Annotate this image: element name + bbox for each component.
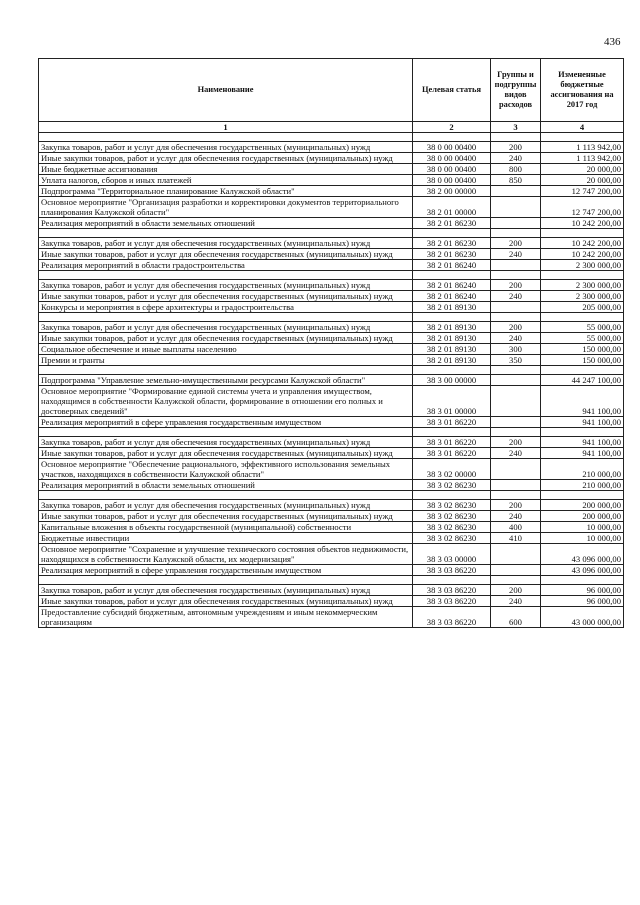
row-code-cell: 38 2 01 89130 [413,355,491,366]
spacer-cell [491,491,541,500]
spacer-cell [491,428,541,437]
row-amount-cell: 941 100,00 [541,437,624,448]
row-name-cell: Иные закупки товаров, работ и услуг для обеспечения государственных (муниципальных) нужд [39,291,413,302]
row-name-cell: Иные закупки товаров, работ и услуг для обеспечения государственных (муниципальных) нужд [39,448,413,459]
row-name-cell: Закупка товаров, работ и услуг для обеспечения государственных (муниципальных) нужд [39,280,413,291]
table-row [39,585,624,596]
spacer-cell [39,576,413,585]
row-amount-cell: 210 000,00 [541,480,624,491]
row-name-cell: Иные закупки товаров, работ и услуг для обеспечения государственных (муниципальных) нужд [39,153,413,164]
row-group-cell: 600 [491,607,541,628]
row-name-cell: Реализация мероприятий в сфере управления государственным имуществом [39,417,413,428]
row-group-cell: 300 [491,344,541,355]
row-group-cell [491,565,541,576]
table-row [39,280,624,291]
table-row [39,533,624,544]
row-group-cell [491,218,541,229]
row-name-cell: Закупка товаров, работ и услуг для обеспечения государственных (муниципальных) нужд [39,585,413,596]
row-code-cell: 38 0 00 00400 [413,142,491,153]
row-group-cell: 200 [491,322,541,333]
row-code-cell: 38 2 01 86240 [413,291,491,302]
row-name-cell: Иные закупки товаров, работ и услуг для обеспечения государственных (муниципальных) нужд [39,333,413,344]
table-row [39,596,624,607]
table-header-row [39,59,624,122]
spacer-cell [491,229,541,238]
table-row [39,322,624,333]
row-code-cell: 38 3 02 86230 [413,480,491,491]
row-group-cell [491,260,541,271]
table-row [39,480,624,491]
spacer-cell [39,428,413,437]
row-name-cell: Основное мероприятие "Сохранение и улучшение технического состояния объектов недвижимости, находящихся в собственности Калужской области, их модернизация" [39,544,413,565]
row-amount-cell: 10 000,00 [541,533,624,544]
table-row [39,544,624,565]
header-group: Группы и подгруппы видов расходов [491,59,541,122]
row-group-cell: 240 [491,596,541,607]
row-amount-cell: 10 000,00 [541,522,624,533]
row-name-cell: Уплата налогов, сборов и иных платежей [39,175,413,186]
row-group-cell: 200 [491,585,541,596]
spacer-row [39,491,624,500]
table-row [39,500,624,511]
row-group-cell: 240 [491,511,541,522]
row-amount-cell: 150 000,00 [541,355,624,366]
row-amount-cell: 12 747 200,00 [541,197,624,218]
row-code-cell: 38 3 03 86220 [413,607,491,628]
row-code-cell: 38 0 00 00400 [413,164,491,175]
row-amount-cell: 2 300 000,00 [541,260,624,271]
column-number: 4 [541,122,624,133]
row-code-cell: 38 0 00 00400 [413,175,491,186]
table-row [39,459,624,480]
row-group-cell: 200 [491,238,541,249]
table-row [39,511,624,522]
row-name-cell: Закупка товаров, работ и услуг для обеспечения государственных (муниципальных) нужд [39,142,413,153]
row-code-cell: 38 2 01 86240 [413,260,491,271]
row-amount-cell: 941 100,00 [541,448,624,459]
spacer-row [39,313,624,322]
table-row [39,291,624,302]
row-name-cell: Основное мероприятие "Обеспечение рационального, эффективного использования земельных участков, находящихся в собственности Калужской области" [39,459,413,480]
table-row [39,375,624,386]
row-group-cell: 800 [491,164,541,175]
row-group-cell: 200 [491,280,541,291]
row-amount-cell: 1 113 942,00 [541,153,624,164]
row-amount-cell: 55 000,00 [541,322,624,333]
row-name-cell: Премии и гранты [39,355,413,366]
spacer-cell [541,576,624,585]
row-group-cell: 410 [491,533,541,544]
spacer-row [39,271,624,280]
row-amount-cell: 44 247 100,00 [541,375,624,386]
spacer-cell [413,229,491,238]
row-name-cell: Закупка товаров, работ и услуг для обеспечения государственных (муниципальных) нужд [39,437,413,448]
row-group-cell [491,386,541,417]
spacer-cell [541,366,624,375]
row-code-cell: 38 2 01 89130 [413,333,491,344]
spacer-cell [491,576,541,585]
row-code-cell: 38 3 02 00000 [413,459,491,480]
row-code-cell: 38 3 02 86230 [413,511,491,522]
row-code-cell: 38 3 03 86220 [413,565,491,576]
row-amount-cell: 10 242 200,00 [541,238,624,249]
table-row [39,333,624,344]
row-amount-cell: 1 113 942,00 [541,142,624,153]
row-code-cell: 38 3 02 86230 [413,533,491,544]
row-name-cell: Иные закупки товаров, работ и услуг для обеспечения государственных (муниципальных) нужд [39,596,413,607]
row-group-cell: 350 [491,355,541,366]
spacer-cell [541,133,624,142]
table-row [39,164,624,175]
row-group-cell [491,302,541,313]
row-code-cell: 38 3 00 00000 [413,375,491,386]
column-number: 1 [39,122,413,133]
row-amount-cell: 200 000,00 [541,511,624,522]
row-group-cell: 240 [491,333,541,344]
row-group-cell [491,480,541,491]
row-code-cell: 38 0 00 00400 [413,153,491,164]
header-amount: Измененные бюджетные ассигнования на 2017 год [541,59,624,122]
spacer-cell [39,313,413,322]
table-row [39,238,624,249]
row-group-cell [491,459,541,480]
table-row [39,153,624,164]
table-row [39,197,624,218]
row-name-cell: Основное мероприятие "Организация разработки и корректировки документов территориального планирования Калужской области" [39,197,413,218]
spacer-cell [39,271,413,280]
row-group-cell: 200 [491,437,541,448]
spacer-row [39,428,624,437]
row-amount-cell: 20 000,00 [541,175,624,186]
spacer-row [39,366,624,375]
row-name-cell: Социальное обеспечение и иные выплаты населению [39,344,413,355]
row-group-cell: 200 [491,500,541,511]
spacer-cell [39,366,413,375]
row-code-cell: 38 2 00 00000 [413,186,491,197]
row-code-cell: 38 2 01 86230 [413,238,491,249]
row-group-cell [491,197,541,218]
spacer-cell [413,366,491,375]
spacer-cell [39,491,413,500]
row-code-cell: 38 3 01 86220 [413,448,491,459]
row-amount-cell: 43 096 000,00 [541,565,624,576]
column-number: 2 [413,122,491,133]
row-name-cell: Закупка товаров, работ и услуг для обеспечения государственных (муниципальных) нужд [39,238,413,249]
row-name-cell: Основное мероприятие "Формирование единой системы учета и управления имуществом, находящимся в собственности Калужской области, формирование в отношении его полных и достоверных сведений" [39,386,413,417]
row-name-cell: Иные закупки товаров, работ и услуг для обеспечения государственных (муниципальных) нужд [39,249,413,260]
row-name-cell: Подпрограмма "Территориальное планирование Калужской области" [39,186,413,197]
row-name-cell: Закупка товаров, работ и услуг для обеспечения государственных (муниципальных) нужд [39,500,413,511]
table-row [39,607,624,628]
row-code-cell: 38 2 01 89130 [413,322,491,333]
table-row [39,344,624,355]
header-name: Наименование [39,59,413,122]
spacer-cell [413,133,491,142]
spacer-cell [413,576,491,585]
row-code-cell: 38 3 02 86230 [413,522,491,533]
table-row [39,386,624,417]
row-code-cell: 38 2 01 89130 [413,344,491,355]
row-name-cell: Закупка товаров, работ и услуг для обеспечения государственных (муниципальных) нужд [39,322,413,333]
row-amount-cell: 43 096 000,00 [541,544,624,565]
table-row [39,355,624,366]
row-code-cell: 38 3 01 86220 [413,417,491,428]
row-amount-cell: 12 747 200,00 [541,186,624,197]
table-row [39,417,624,428]
row-amount-cell: 210 000,00 [541,459,624,480]
row-code-cell: 38 3 03 00000 [413,544,491,565]
spacer-cell [541,491,624,500]
row-code-cell: 38 2 01 00000 [413,197,491,218]
row-code-cell: 38 3 02 86230 [413,500,491,511]
row-code-cell: 38 2 01 86230 [413,249,491,260]
row-amount-cell: 20 000,00 [541,164,624,175]
table-row [39,448,624,459]
table-row [39,260,624,271]
row-group-cell: 850 [491,175,541,186]
table-row [39,218,624,229]
row-code-cell: 38 3 03 86220 [413,596,491,607]
row-code-cell: 38 3 03 86220 [413,585,491,596]
table-row [39,522,624,533]
row-amount-cell: 941 100,00 [541,417,624,428]
row-group-cell: 240 [491,291,541,302]
row-name-cell: Конкурсы и мероприятия в сфере архитектуры и градостроительства [39,302,413,313]
spacer-row [39,229,624,238]
row-name-cell: Предоставление субсидий бюджетным, автономным учреждениям и иным некоммерческим организациям [39,607,413,628]
row-name-cell: Бюджетные инвестиции [39,533,413,544]
row-amount-cell: 150 000,00 [541,344,624,355]
row-name-cell: Капитальные вложения в объекты государственной (муниципальной) собственности [39,522,413,533]
row-group-cell [491,186,541,197]
row-name-cell: Иные закупки товаров, работ и услуг для обеспечения государственных (муниципальных) нужд [39,511,413,522]
row-code-cell: 38 3 01 86220 [413,437,491,448]
row-code-cell: 38 2 01 89130 [413,302,491,313]
row-amount-cell: 10 242 200,00 [541,218,624,229]
spacer-cell [541,271,624,280]
row-amount-cell: 96 000,00 [541,585,624,596]
row-code-cell: 38 3 01 00000 [413,386,491,417]
row-name-cell: Подпрограмма "Управление земельно-имущественными ресурсами Калужской области" [39,375,413,386]
row-name-cell: Иные бюджетные ассигнования [39,164,413,175]
row-amount-cell: 200 000,00 [541,500,624,511]
row-amount-cell: 10 242 200,00 [541,249,624,260]
spacer-row [39,133,624,142]
table-row [39,302,624,313]
spacer-cell [541,428,624,437]
header-code: Целевая статья [413,59,491,122]
row-group-cell: 200 [491,142,541,153]
spacer-cell [413,271,491,280]
spacer-row [39,576,624,585]
row-group-cell: 240 [491,448,541,459]
row-amount-cell: 941 100,00 [541,386,624,417]
row-amount-cell: 55 000,00 [541,333,624,344]
row-code-cell: 38 2 01 86240 [413,280,491,291]
spacer-cell [491,271,541,280]
row-group-cell: 400 [491,522,541,533]
row-amount-cell: 43 000 000,00 [541,607,624,628]
spacer-cell [39,133,413,142]
row-group-cell [491,544,541,565]
budget-table [38,58,624,628]
row-amount-cell: 96 000,00 [541,596,624,607]
row-code-cell: 38 2 01 86230 [413,218,491,229]
row-amount-cell: 205 000,00 [541,302,624,313]
spacer-cell [39,229,413,238]
spacer-cell [413,428,491,437]
spacer-cell [541,229,624,238]
column-number: 3 [491,122,541,133]
table-row [39,186,624,197]
page-number: 436 [604,36,621,48]
table-row [39,175,624,186]
table-row [39,565,624,576]
spacer-cell [491,133,541,142]
spacer-cell [491,313,541,322]
spacer-cell [413,491,491,500]
row-name-cell: Реализация мероприятий в области градостроительства [39,260,413,271]
row-group-cell: 240 [491,153,541,164]
row-amount-cell: 2 300 000,00 [541,291,624,302]
row-group-cell [491,375,541,386]
spacer-cell [413,313,491,322]
row-name-cell: Реализация мероприятий в области земельных отношений [39,218,413,229]
table-row [39,249,624,260]
table-row [39,142,624,153]
row-name-cell: Реализация мероприятий в области земельных отношений [39,480,413,491]
row-group-cell: 240 [491,249,541,260]
table-body [39,133,624,628]
spacer-cell [541,313,624,322]
spacer-cell [491,366,541,375]
table-row [39,437,624,448]
row-name-cell: Реализация мероприятий в сфере управления государственным имуществом [39,565,413,576]
row-amount-cell: 2 300 000,00 [541,280,624,291]
row-group-cell [491,417,541,428]
column-number-row [39,122,624,133]
